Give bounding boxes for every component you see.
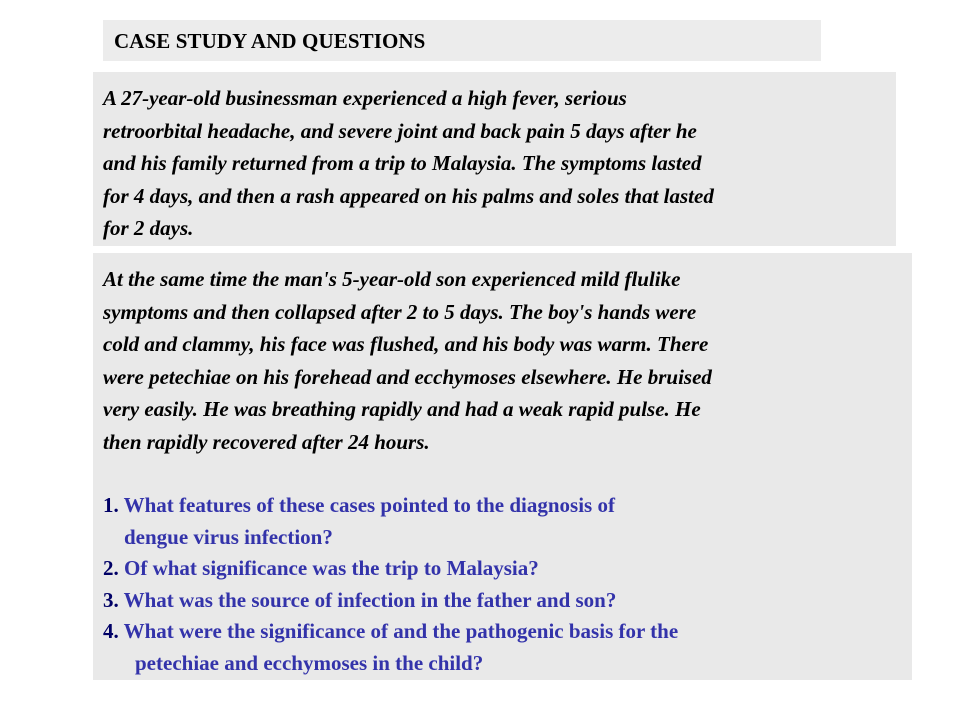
case-father-text: A 27-year-old businessman experienced a high fever, serious retroorbital headache, and severe joint and back pain 5 days after he and his family returned from a trip to Malaysia. The symptoms lasted for 4 days, and then a rash appeared on his palms and soles that lasted for 2 days. xyxy=(103,86,714,240)
page-title: CASE STUDY AND QUESTIONS xyxy=(114,29,426,53)
question-4 xyxy=(103,616,912,679)
question-3-line1 xyxy=(103,585,912,617)
question-1-number: 1. xyxy=(103,493,119,517)
question-3-number: 3. xyxy=(103,587,119,612)
question-2-number: 2. xyxy=(103,556,119,580)
question-1-text: What features of these cases pointed to the diagnosis of xyxy=(123,493,615,517)
question-2 xyxy=(103,553,912,585)
question-4-line2: petechiae and ecchymoses in the child? xyxy=(135,650,484,675)
question-2-line1 xyxy=(103,553,912,585)
case-son-panel xyxy=(93,253,912,680)
question-4-number: 4. xyxy=(103,619,119,643)
question-1-line1 xyxy=(103,490,912,522)
question-3 xyxy=(103,585,912,617)
question-3-text: What was the source of infection in the father and son? xyxy=(123,587,617,612)
question-4-text: What were the significance of and the pathogenic basis for the xyxy=(123,619,679,643)
title-banner xyxy=(103,20,821,61)
question-2-text: Of what significance was the trip to Malaysia? xyxy=(124,556,539,580)
question-4-line1 xyxy=(103,616,912,648)
question-1 xyxy=(103,490,912,553)
question-list xyxy=(103,490,912,679)
question-1-line2: dengue virus infection? xyxy=(124,524,333,549)
case-father-panel xyxy=(93,72,896,246)
case-son-text: At the same time the man's 5-year-old son experienced mild flulike symptoms and then collapsed after 2 to 5 days. The boy's hands were cold and clammy, his face was flushed, and his body was warm. There were petechiae on his forehead and ecchymoses elsewhere. He bruised very easily. He was breathing rapidly and had a weak rapid pulse. He then rapidly recovered after 24 hours. xyxy=(103,267,712,454)
